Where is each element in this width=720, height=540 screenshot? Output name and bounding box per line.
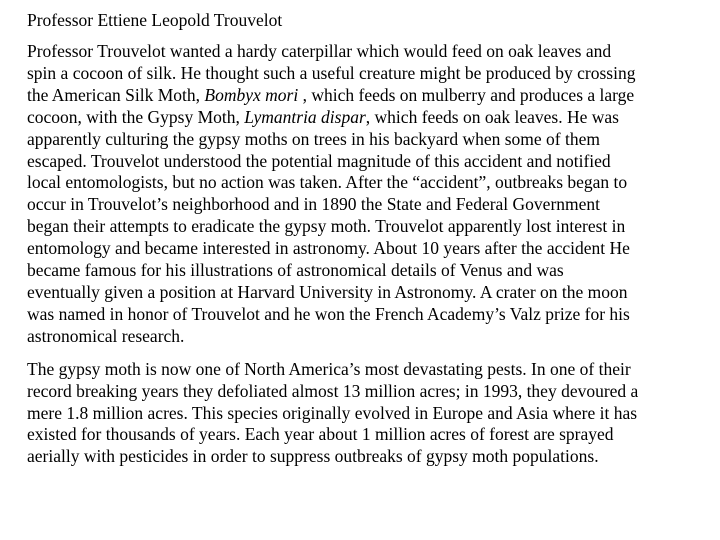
paragraph-gypsy-moth-impact (27, 359, 707, 469)
text-line: entomology and became interested in astronomy. About 10 years after the accident He (27, 238, 630, 259)
text-line: was named in honor of Trouvelot and he won the French Academy’s Valz prize for his (27, 303, 630, 324)
text-line: local entomologists, but no action was taken. After the “accident”, outbreaks began to (27, 172, 628, 193)
text-line: existed for thousands of years. Each year about 1 million acres of forest are sprayed (27, 424, 614, 445)
text-line: began their attempts to eradicate the gypsy moth. Trouvelot apparently lost interest in (27, 216, 626, 237)
text-line (27, 85, 707, 107)
text-line: record breaking years they defoliated almost 13 million acres; in 1993, they devoured a (27, 380, 639, 401)
text-line: escaped. Trouvelot understood the potential magnitude of this accident and notified (27, 150, 611, 171)
text-line: eventually given a position at Harvard University in Astronomy. A crater on the moon (27, 281, 628, 302)
species-name-lymantria: Lymantria dispar (244, 106, 366, 127)
paragraph-trouvelot-history (27, 41, 707, 348)
text-run: the American Silk Moth, (27, 84, 205, 105)
text-line: mere 1.8 million acres. This species originally evolved in Europe and Asia where it has (27, 402, 638, 423)
text-line (27, 107, 707, 129)
text-line: occur in Trouvelot’s neighborhood and in 1890 the State and Federal Government (27, 194, 601, 215)
text-run: , which feeds on mulberry and produces a large (298, 84, 635, 105)
text-line: astronomical research. (27, 325, 185, 346)
text-run: cocoon, with the Gypsy Moth, (27, 106, 245, 127)
document-title: Professor Ettiene Leopold Trouvelot (27, 10, 283, 30)
text-line: became famous for his illustrations of astronomical details of Venus and was (27, 260, 564, 281)
text-run: , which feeds on oak leaves. He was (365, 106, 619, 127)
text-line: The gypsy moth is now one of North America’s most devastating pests. In one of their (27, 358, 631, 379)
species-name-bombyx: Bombyx mori (204, 84, 299, 105)
text-line: spin a cocoon of silk. He thought such a useful creature might be produced by crossing (27, 62, 636, 83)
document-body (27, 9, 707, 468)
text-line: apparently culturing the gypsy moths on trees in his backyard when some of them (27, 128, 600, 149)
text-line: Professor Trouvelot wanted a hardy caterpillar which would feed on oak leaves and (27, 41, 612, 61)
text-line: aerially with pesticides in order to suppress outbreaks of gypsy moth populations. (27, 446, 599, 467)
